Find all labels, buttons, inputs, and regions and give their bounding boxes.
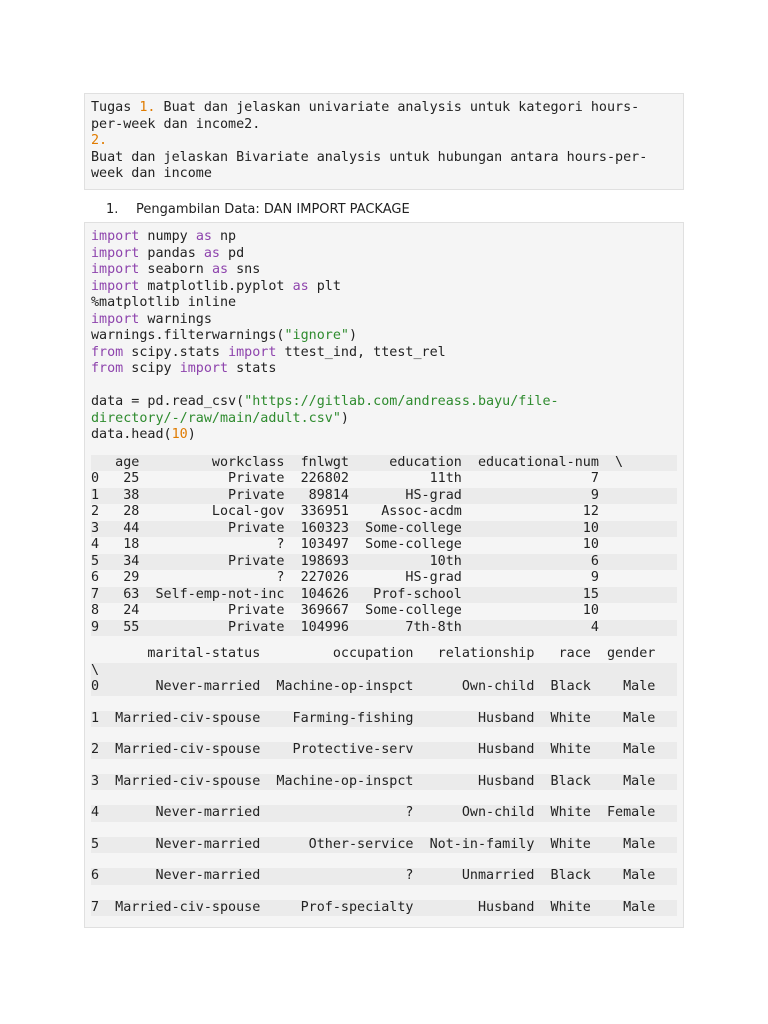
table-row: 5 Never-married Other-service Not-in-family White Male [91, 837, 677, 854]
code-text: data = pd.read_csv( [91, 394, 245, 409]
task-line-2: per-week dan income2. [91, 116, 261, 132]
code-line [91, 246, 677, 263]
code-text: matplotlib.pyplot [139, 278, 293, 294]
code-text: numpy [139, 229, 196, 244]
table-row: 7 Married-civ-spouse Prof-specialty Husband White Male [91, 900, 677, 917]
table-header: marital-status occupation relationship race gender [91, 646, 656, 661]
code-line [91, 262, 677, 279]
table-header-continuation: \ [91, 663, 677, 680]
code-text: scipy [123, 361, 180, 376]
code-text: scipy.stats [123, 344, 229, 360]
code-line [91, 361, 677, 378]
task-number-1: 1. [139, 100, 156, 115]
code-line: %matplotlib inline [91, 295, 237, 310]
keyword: from [91, 361, 124, 376]
code-text: warnings [139, 311, 212, 327]
keyword: import [91, 278, 140, 294]
table-row: 2 Married-civ-spouse Protective-serv Husband White Male [91, 742, 677, 759]
heading-text: Pengambilan Data: DAN IMPORT PACKAGE [136, 202, 410, 217]
code-text: pandas [139, 245, 204, 261]
code-text: plt [308, 278, 341, 294]
table-row: 2 28 Local-gov 336951 Assoc-acdm 12 [91, 504, 616, 519]
code-text: sns [228, 262, 261, 277]
task-number-2: 2. [91, 133, 108, 148]
keyword: from [91, 344, 124, 360]
heading-number: 1. [106, 202, 119, 217]
table-row: 1 Married-civ-spouse Farming-fishing Husband White Male [91, 711, 677, 728]
task-line-4: week dan income [91, 166, 212, 181]
string-literal: "ignore" [284, 328, 349, 343]
keyword: import [91, 311, 140, 327]
table-row: 3 44 Private 160323 Some-college 10 [91, 521, 677, 538]
task-text: Buat dan jelaskan univariate analysis untuk kategori hours- [155, 100, 640, 115]
keyword: as [195, 229, 212, 244]
table-row: 0 25 Private 226802 11th 7 [91, 471, 616, 486]
table-row: 4 Never-married ? Own-child White Female [91, 805, 677, 822]
code-line [91, 328, 677, 345]
table-row: 7 63 Self-emp-not-inc 104626 Prof-school 15 [91, 587, 677, 604]
task-text: Tugas [91, 100, 140, 115]
code-line [91, 394, 677, 411]
table-row: 6 29 ? 227026 HS-grad 9 [91, 570, 616, 585]
table-header: age workclass fnlwgt education educational-num \ [91, 455, 677, 472]
code-text: ) [340, 410, 349, 426]
keyword: import [228, 344, 277, 360]
code-text: np [211, 229, 237, 244]
section-heading [106, 202, 410, 217]
table-row: 0 Never-married Machine-op-inspct Own-child Black Male [91, 679, 677, 696]
code-cell[interactable] [84, 222, 684, 928]
keyword: import [91, 229, 140, 244]
code-text: stats [228, 361, 277, 376]
table-row: 8 24 Private 369667 Some-college 10 [91, 603, 616, 618]
blank-line [91, 378, 677, 395]
keyword: as [211, 262, 229, 277]
dataframe-output-part-1 [91, 455, 677, 637]
code-line [91, 345, 677, 362]
keyword: import [91, 245, 140, 261]
keyword: import [179, 361, 229, 376]
code-text: seaborn [139, 262, 212, 277]
code-line [91, 312, 677, 329]
code-text: pd [220, 245, 245, 261]
code-line [91, 229, 677, 246]
task-line-3: Buat dan jelaskan Bivariate analysis untuk hubungan antara hours-per- [91, 149, 648, 165]
code-text: ) [187, 427, 196, 442]
number-literal: 10 [171, 427, 188, 442]
table-row: 3 Married-civ-spouse Machine-op-inspct Husband Black Male [91, 774, 677, 791]
code-text: warnings.filterwarnings( [91, 328, 285, 343]
keyword: as [292, 278, 309, 294]
table-row: 4 18 ? 103497 Some-college 10 [91, 537, 616, 552]
keyword: as [203, 245, 220, 261]
code-text: ) [348, 328, 358, 343]
keyword: import [91, 262, 140, 277]
string-literal: directory/-/raw/main/adult.csv" [91, 410, 341, 426]
code-line [91, 427, 677, 444]
code-line [91, 411, 677, 428]
task-line-1 [91, 100, 677, 117]
table-row: 5 34 Private 198693 10th 6 [91, 554, 677, 571]
dataframe-output-part-2 [91, 646, 677, 916]
task-markdown-cell[interactable] [84, 93, 684, 190]
code-line [91, 279, 677, 296]
table-row: 6 Never-married ? Unmarried Black Male [91, 868, 677, 885]
string-literal: "https://gitlab.com/andreass.bayu/file- [244, 394, 559, 409]
code-text: data.head( [91, 427, 172, 442]
code-text: ttest_ind, ttest_rel [276, 344, 446, 360]
table-row: 9 55 Private 104996 7th-8th 4 [91, 620, 677, 637]
table-row: 1 38 Private 89814 HS-grad 9 [91, 488, 677, 505]
